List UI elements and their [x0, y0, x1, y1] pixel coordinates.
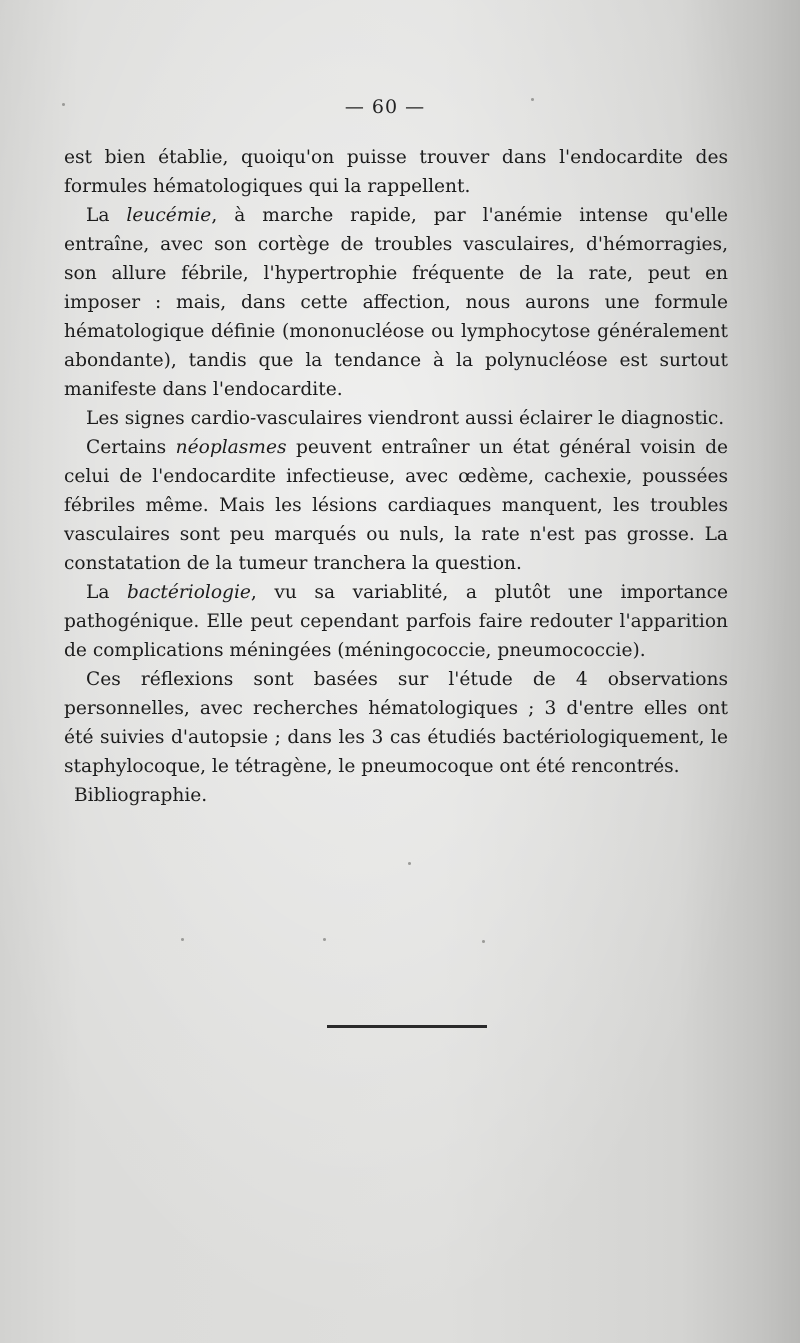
paper-speck: [323, 938, 326, 941]
paper-speck: [181, 938, 184, 941]
paragraph-signes: Les signes cardio-vasculaires viendront aussi éclairer le diagnostic.: [86, 408, 725, 429]
paragraph-bibliographie: Bibliographie.: [74, 785, 208, 806]
paragraph-bacteriologie-prefix: La: [86, 582, 127, 603]
paragraph-leucemie-prefix: La: [86, 205, 127, 226]
page-number: — 60 —: [344, 96, 426, 118]
term-neoplasmes: néoplasmes: [175, 437, 287, 458]
paper-speck: [62, 103, 65, 106]
paper-speck: [531, 98, 534, 101]
paper-speck: [482, 940, 485, 943]
paper-speck: [408, 862, 411, 865]
paragraph-reflexions: Ces réflexions sont basées sur l'étude de 4 observations personnelles, avec recherches hématologiques ; 3 d'entre elles ont été suivies d'autopsie ; dans les 3 cas étudiés bactériologiquement, le staphylocoque, le tétragène, le pneumocoque ont été rencontrés.: [64, 669, 728, 777]
paragraph-bacteriologie: [64, 578, 728, 665]
body-text: [64, 143, 728, 810]
paragraph-leucemie-rest: , à marche rapide, par l'anémie intense qu'elle entraîne, avec son cortège de troubles vasculaires, d'hémorragies, son allure fébrile, l'hypertrophie fréquente de la rate, peut en imposer : mais, dans cette affection, nous aurons une formule hématologique définie (mononucléose ou lymphocytose généralement abondante), tandis que la tendance à la polynucléose est surtout manifeste dans l'endocardite.: [64, 205, 728, 400]
paragraph-bacteriologie-rest: , vu sa variablité, a plutôt une importance pathogénique. Elle peut cependant parfois faire redouter l'apparition de complications méningées (méningococcie, pneumococcie).: [64, 582, 729, 661]
term-bacteriologie: bactériologie: [127, 582, 251, 603]
paragraph-neoplasmes-rest: peuvent entraîner un état général voisin de celui de l'endocardite infectieuse, avec œdème, cachexie, poussées fébriles même. Mais les lésions cardiaques manquent, les troubles vasculaires sont peu marqués ou nuls, la rate n'est pas grosse. La constatation de la tumeur tranchera la question.: [64, 437, 728, 574]
term-leucemie: leucémie: [126, 205, 212, 226]
paragraph-neoplasmes: [64, 433, 728, 578]
paragraph-1: est bien établie, quoiqu'on puisse trouver dans l'endocardite des formules hématologiques qui la rappellent.: [64, 147, 728, 197]
closing-rule: [327, 1025, 487, 1028]
paragraph-neoplasmes-prefix: Certains: [86, 437, 176, 458]
paragraph-leucemie: [64, 201, 728, 404]
